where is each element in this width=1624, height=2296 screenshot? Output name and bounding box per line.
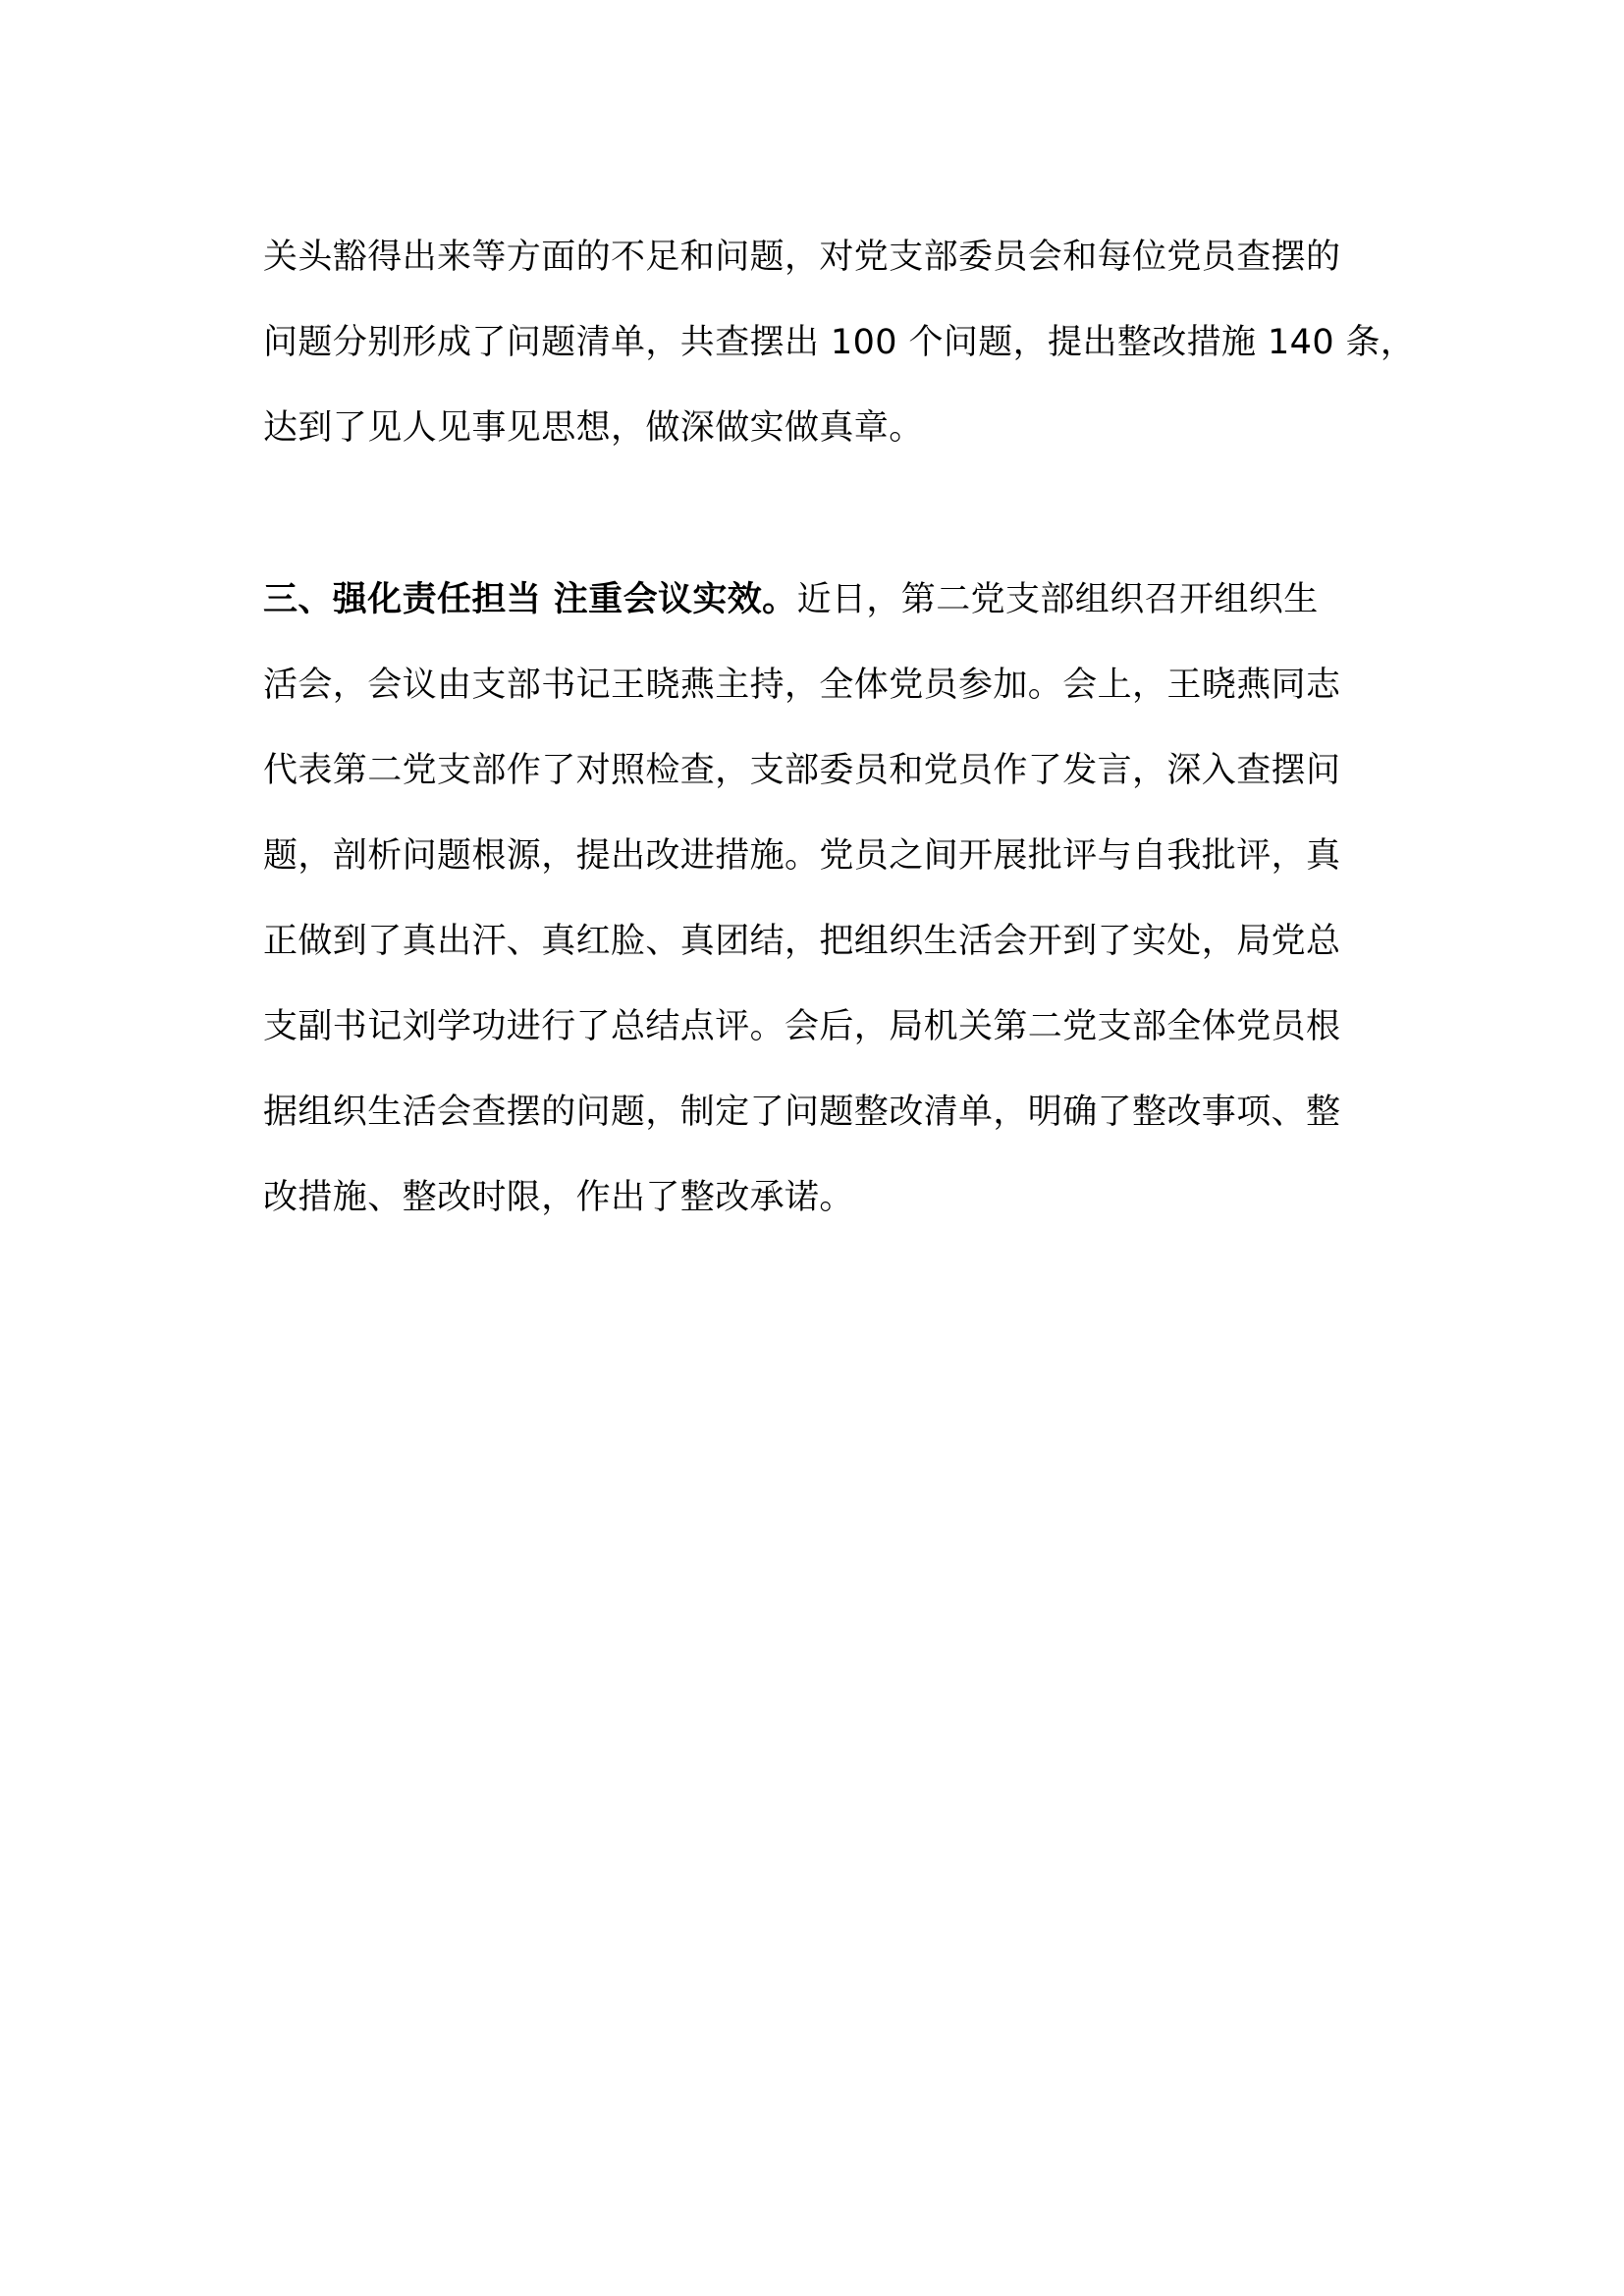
paragraph-line: 改措施、整改时限，作出了整改承诺。 <box>263 1178 854 1217</box>
paragraph-line: 代表第二党支部作了对照检查，支部委员和党员作了发言，深入查摆问 <box>263 751 1341 790</box>
paragraph-line: 问题分别形成了问题清单，共查摆出 100 个问题，提出整改措施 140 条， <box>263 323 1416 362</box>
section-heading: 三、强化责任担当 注重会议实效。 <box>263 580 797 619</box>
paragraph-line: 达到了见人见事见思想，做深做实做真章。 <box>263 408 924 448</box>
paragraph-line <box>263 578 1319 621</box>
paragraph-line: 关头豁得出来等方面的不足和问题，对党支部委员会和每位党员查摆的 <box>263 238 1341 277</box>
paragraph-line: 支副书记刘学功进行了总结点评。会后，局机关第二党支部全体党员根 <box>263 1007 1341 1046</box>
section-first-line-text: 近日，第二党支部组织召开组织生 <box>796 580 1319 619</box>
paragraph-line: 题，剖析问题根源，提出改进措施。党员之间开展批评与自我批评，真 <box>263 836 1341 876</box>
paragraph-line: 活会，会议由支部书记王晓燕主持，全体党员参加。会上，王晓燕同志 <box>263 666 1341 705</box>
paragraph-line: 据组织生活会查摆的问题，制定了问题整改清单，明确了整改事项、整 <box>263 1093 1341 1132</box>
paragraph-line: 正做到了真出汗、真红脸、真团结，把组织生活会开到了实处，局党总 <box>263 922 1341 961</box>
